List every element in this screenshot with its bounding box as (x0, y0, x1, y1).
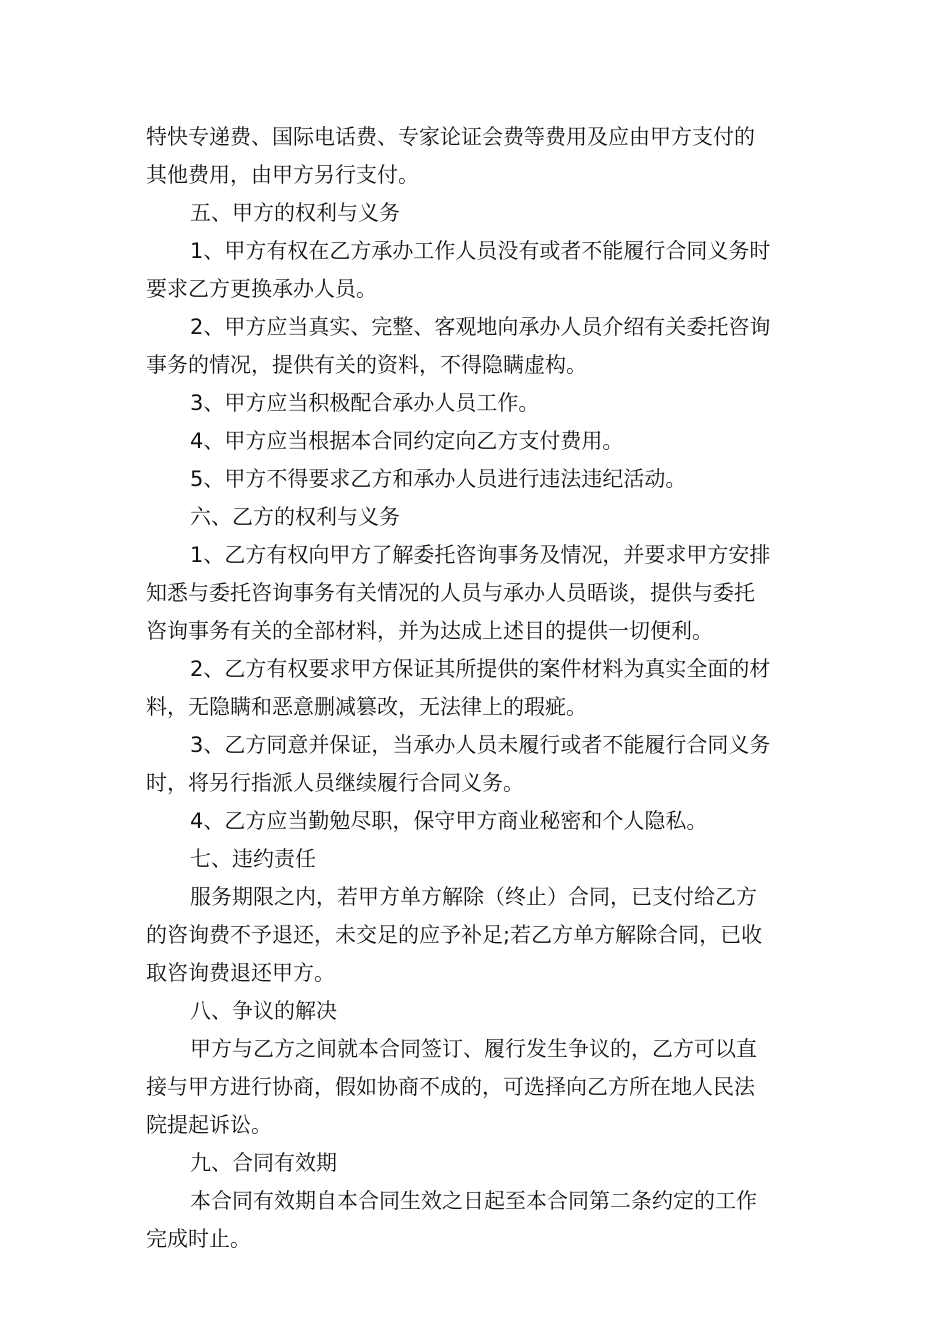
text-line: 咨询事务有关的全部材料，并为达成上述目的提供一切便利。 (146, 619, 713, 643)
text-line: 事务的情况，提供有关的资料，不得隐瞒虚构。 (146, 353, 587, 377)
paragraph (146, 536, 810, 650)
text-line: 4、甲方应当根据本合同约定向乙方支付费用。 (190, 429, 624, 453)
paragraph (146, 422, 810, 460)
paragraph (146, 498, 810, 536)
paragraph (146, 118, 810, 194)
paragraph (146, 726, 810, 802)
paragraph (146, 840, 810, 878)
text-line: 知悉与委托咨询事务有关情况的人员与承办人员晤谈，提供与委托 (146, 581, 755, 605)
text-line: 5、甲方不得要求乙方和承办人员进行违法违纪活动。 (190, 467, 687, 491)
paragraph (146, 1182, 810, 1258)
paragraph (146, 194, 810, 232)
paragraph (146, 650, 810, 726)
text-line: 3、乙方同意并保证，当承办人员未履行或者不能履行合同义务 (190, 733, 771, 757)
text-line: 2、乙方有权要求甲方保证其所提供的案件材料为真实全面的材 (190, 657, 771, 681)
paragraph (146, 384, 810, 422)
text-line: 六、乙方的权利与义务 (190, 505, 400, 529)
document-page (146, 118, 810, 1258)
text-line: 1、甲方有权在乙方承办工作人员没有或者不能履行合同义务时 (190, 239, 771, 263)
text-line: 八、争议的解决 (190, 999, 337, 1023)
text-line: 本合同有效期自本合同生效之日起至本合同第二条约定的工作 (190, 1189, 757, 1213)
text-line: 的咨询费不予退还，未交足的应予补足;若乙方单方解除合同，已收 (146, 923, 763, 947)
paragraph (146, 802, 810, 840)
text-line: 料，无隐瞒和恶意删减篡改，无法律上的瑕疵。 (146, 695, 587, 719)
text-line: 要求乙方更换承办人员。 (146, 277, 377, 301)
paragraph (146, 232, 810, 308)
paragraph (146, 878, 810, 992)
text-line: 九、合同有效期 (190, 1151, 337, 1175)
text-line: 服务期限之内，若甲方单方解除（终止）合同，已支付给乙方 (190, 885, 757, 909)
text-line: 七、违约责任 (190, 847, 316, 871)
text-line: 其他费用，由甲方另行支付。 (146, 163, 419, 187)
paragraph (146, 992, 810, 1030)
text-line: 五、甲方的权利与义务 (190, 201, 400, 225)
text-line: 院提起诉讼。 (146, 1113, 272, 1137)
text-line: 完成时止。 (146, 1227, 251, 1251)
paragraph (146, 1030, 810, 1144)
text-line: 取咨询费退还甲方。 (146, 961, 335, 985)
paragraph (146, 460, 810, 498)
text-line: 接与甲方进行协商，假如协商不成的，可选择向乙方所在地人民法 (146, 1075, 755, 1099)
paragraph (146, 308, 810, 384)
text-line: 时，将另行指派人员继续履行合同义务。 (146, 771, 524, 795)
text-line: 4、乙方应当勤勉尽职，保守甲方商业秘密和个人隐私。 (190, 809, 708, 833)
paragraph (146, 1144, 810, 1182)
text-line: 1、乙方有权向甲方了解委托咨询事务及情况，并要求甲方安排 (190, 543, 771, 567)
text-line: 甲方与乙方之间就本合同签订、履行发生争议的，乙方可以直 (190, 1037, 757, 1061)
text-line: 特快专递费、国际电话费、专家论证会费等费用及应由甲方支付的 (146, 125, 755, 149)
text-line: 2、甲方应当真实、完整、客观地向承办人员介绍有关委托咨询 (190, 315, 771, 339)
text-line: 3、甲方应当积极配合承办人员工作。 (190, 391, 540, 415)
